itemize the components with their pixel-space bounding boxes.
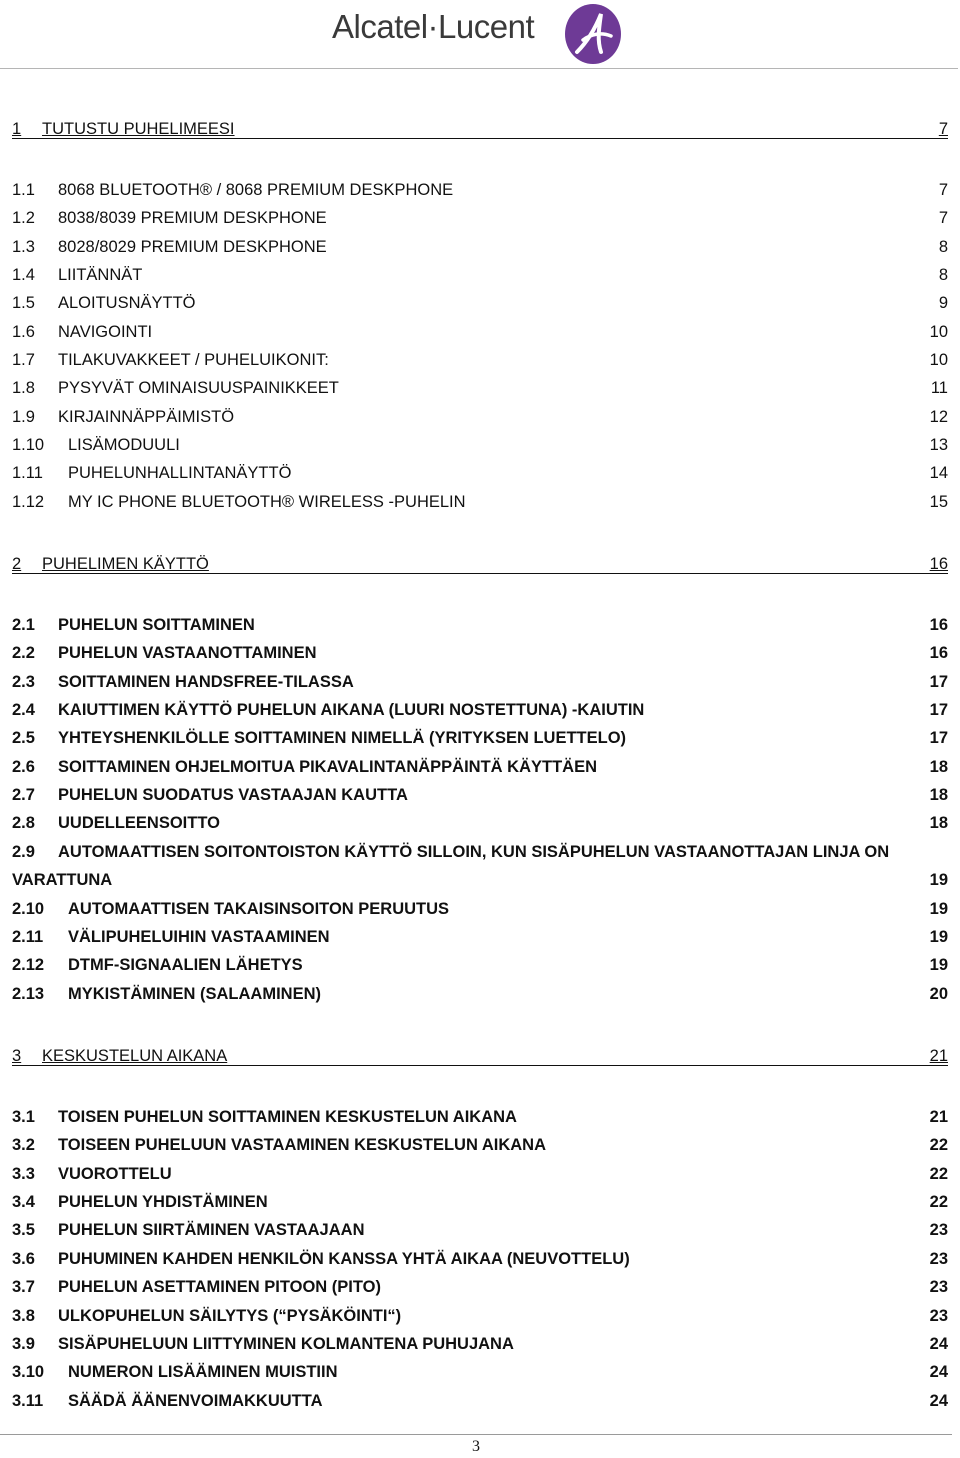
toc-entry[interactable]	[12, 207, 948, 229]
toc-title: PUHELUN SIIRTÄMINEN VASTAAJAAN	[58, 1221, 365, 1239]
toc-title: SISÄPUHELUUN LIITTYMINEN KOLMANTENA PUHUJANA	[58, 1335, 514, 1353]
toc-number: 2.13	[12, 985, 45, 1003]
toc-title: PUHELUNHALLINTANÄYTTÖ	[68, 464, 292, 482]
toc-page: 20	[929, 985, 948, 1003]
toc-number: 2.7	[12, 786, 35, 804]
toc-entry[interactable]	[12, 406, 948, 428]
toc-number: 2.10	[12, 900, 45, 918]
toc-page: 22	[929, 1193, 948, 1211]
toc-title: PUHELIMEN KÄYTTÖ	[42, 555, 209, 573]
toc-title: UUDELLEENSOITTO	[58, 814, 220, 832]
toc-number: 1.4	[12, 266, 35, 284]
toc-number: 1.9	[12, 408, 35, 426]
toc-page: 22	[929, 1165, 948, 1183]
footer-divider	[0, 1434, 952, 1435]
toc-number: 1.3	[12, 238, 35, 256]
toc-page: 7	[938, 209, 948, 227]
toc-title: LISÄMODUULI	[68, 436, 180, 454]
toc-entry-multiline[interactable]	[12, 841, 948, 863]
toc-entry[interactable]	[12, 671, 948, 693]
toc-entry[interactable]	[12, 784, 948, 806]
toc-entry[interactable]	[12, 1333, 948, 1355]
toc-title: 8068 BLUETOOTH® / 8068 PREMIUM DESKPHONE	[58, 181, 454, 199]
toc-number: 3.10	[12, 1363, 45, 1381]
toc-title: TOISEEN PUHELUUN VASTAAMINEN KESKUSTELUN AIKANA	[58, 1136, 546, 1154]
toc-number: 2.8	[12, 814, 35, 832]
toc-entry[interactable]	[12, 1219, 948, 1241]
toc-title: TILAKUVAKKEET / PUHELUIKONIT:	[58, 351, 329, 369]
toc-page: 24	[929, 1363, 948, 1381]
toc-page: 12	[929, 408, 948, 426]
toc-page: 13	[929, 436, 948, 454]
chapter-underline	[12, 138, 948, 139]
toc-title: 8038/8039 PREMIUM DESKPHONE	[58, 209, 327, 227]
toc-number: 1.10	[12, 436, 45, 454]
toc-number: 3.7	[12, 1278, 35, 1296]
toc-number: 3	[12, 1047, 22, 1065]
toc-entry[interactable]	[12, 1248, 948, 1270]
toc-title: DTMF-SIGNAALIEN LÄHETYS	[68, 956, 303, 974]
toc-title: PYSYVÄT OMINAISUUSPAINIKKEET	[58, 379, 339, 397]
toc-number: 3.5	[12, 1221, 35, 1239]
toc-title: ULKOPUHELUN SÄILYTYS (“PYSÄKÖINTI“)	[58, 1307, 402, 1325]
toc-title: SOITTAMINEN OHJELMOITUA PIKAVALINTANÄPPÄINTÄ KÄYTTÄEN	[58, 758, 597, 776]
toc-number: 3.9	[12, 1335, 35, 1353]
toc-number: 2.1	[12, 616, 35, 634]
toc-page: 19	[929, 871, 948, 889]
toc-page: 11	[930, 379, 948, 397]
alcatel-lucent-logo-icon	[561, 2, 625, 66]
toc-title: PUHELUN VASTAANOTTAMINEN	[58, 644, 317, 662]
toc-page: 23	[929, 1307, 948, 1325]
header-divider	[0, 68, 958, 69]
toc-number: 2.9	[12, 843, 35, 861]
toc-chapter-1[interactable]	[12, 118, 948, 140]
toc-page: 7	[938, 181, 948, 199]
toc-number: 1.5	[12, 294, 35, 312]
toc-entry[interactable]	[12, 1305, 948, 1327]
toc-title: NAVIGOINTI	[58, 323, 153, 341]
toc-page: 7	[938, 120, 948, 138]
toc-page: 23	[929, 1250, 948, 1268]
toc-entry[interactable]	[12, 983, 948, 1005]
toc-entry[interactable]	[12, 377, 948, 399]
toc-title: YHTEYSHENKILÖLLE SOITTAMINEN NIMELLÄ (YRITYKSEN LUETTELO)	[58, 729, 627, 747]
toc-page: 24	[929, 1335, 948, 1353]
toc-entry[interactable]	[12, 179, 948, 201]
toc-title: PUHUMINEN KAHDEN HENKILÖN KANSSA YHTÄ AIKAA (NEUVOTTELU)	[58, 1250, 630, 1268]
toc-page: 16	[929, 555, 948, 573]
toc-page: 23	[929, 1278, 948, 1296]
toc-entry[interactable]	[12, 1134, 948, 1156]
toc-number: 2	[12, 555, 22, 573]
toc-number: 1.6	[12, 323, 35, 341]
toc-chapter-3[interactable]	[12, 1045, 948, 1067]
toc-entry[interactable]	[12, 321, 948, 343]
toc-number: 2.2	[12, 644, 35, 662]
page-number: 3	[472, 1438, 480, 1455]
toc-entry[interactable]	[12, 462, 948, 484]
toc-number: 3.3	[12, 1165, 35, 1183]
toc-page: 16	[929, 644, 948, 662]
toc-page: 21	[929, 1047, 948, 1065]
toc-page: 8	[938, 238, 948, 256]
toc-title: KAIUTTIMEN KÄYTTÖ PUHELUN AIKANA (LUURI NOSTETTUNA) -KAIUTIN	[58, 701, 645, 719]
toc-page: 10	[929, 323, 948, 341]
toc-number: 1.7	[12, 351, 35, 369]
toc-title: PUHELUN SUODATUS VASTAAJAN KAUTTA	[58, 786, 408, 804]
toc-number: 3.11	[12, 1392, 44, 1410]
toc-page: 23	[929, 1221, 948, 1239]
toc-number: 2.6	[12, 758, 35, 776]
toc-number: 1.12	[12, 493, 45, 511]
toc-page: 10	[929, 351, 948, 369]
toc-number: 1.1	[12, 181, 35, 199]
toc-page: 8	[938, 266, 948, 284]
toc-entry[interactable]	[12, 434, 948, 456]
toc-title: MYKISTÄMINEN (SALAAMINEN)	[68, 985, 321, 1003]
toc-number: 3.6	[12, 1250, 35, 1268]
toc-title: PUHELUN SOITTAMINEN	[58, 616, 255, 634]
toc-entry[interactable]	[12, 898, 948, 920]
toc-entry[interactable]	[12, 926, 948, 948]
toc-title: KIRJAINNÄPPÄIMISTÖ	[58, 408, 235, 426]
toc-page: 17	[929, 673, 948, 691]
toc-number: 1.8	[12, 379, 35, 397]
toc-page: 17	[929, 701, 948, 719]
toc-title: SOITTAMINEN HANDSFREE-TILASSA	[58, 673, 354, 691]
toc-number: 3.1	[12, 1108, 35, 1126]
toc-number: 3.8	[12, 1307, 35, 1325]
toc-entry[interactable]	[12, 954, 948, 976]
toc-page: 19	[929, 928, 948, 946]
toc-title-continuation: VARATTUNA	[12, 871, 113, 889]
toc-entry[interactable]	[12, 236, 948, 258]
toc-page: 15	[929, 493, 948, 511]
toc-page: 22	[929, 1136, 948, 1154]
toc-page: 24	[929, 1392, 948, 1410]
toc-entry[interactable]	[12, 614, 948, 636]
toc-number: 3.2	[12, 1136, 35, 1154]
toc-entry[interactable]	[12, 812, 948, 834]
toc-title: LIITÄNNÄT	[58, 266, 143, 284]
toc-entry[interactable]	[12, 1361, 948, 1383]
toc-title: PUHELUN ASETTAMINEN PITOON (PITO)	[58, 1278, 381, 1296]
toc-page: 18	[929, 758, 948, 776]
toc-entry-continuation[interactable]	[12, 869, 948, 891]
toc-title: TUTUSTU PUHELIMEESI	[42, 120, 235, 138]
toc-title: AUTOMAATTISEN TAKAISINSOITON PERUUTUS	[68, 900, 450, 918]
toc-number: 2.3	[12, 673, 35, 691]
toc-title: ALOITUSNÄYTTÖ	[58, 294, 196, 312]
toc-page: 16	[929, 616, 948, 634]
toc-entry[interactable]	[12, 642, 948, 664]
toc-title: MY IC PHONE BLUETOOTH® WIRELESS -PUHELIN	[68, 493, 466, 511]
toc-entry[interactable]	[12, 1276, 948, 1298]
chapter-underline	[12, 573, 948, 574]
toc-number: 2.12	[12, 956, 45, 974]
toc-title: VÄLIPUHELUIHIN VASTAAMINEN	[68, 928, 330, 946]
toc-title: PUHELUN YHDISTÄMINEN	[58, 1193, 268, 1211]
toc-entry[interactable]	[12, 491, 948, 513]
toc-entry[interactable]	[12, 349, 948, 371]
toc-title: TOISEN PUHELUN SOITTAMINEN KESKUSTELUN AIKANA	[58, 1108, 517, 1126]
toc-chapter-2[interactable]	[12, 553, 948, 575]
toc-number: 1	[12, 120, 22, 138]
toc-page: 21	[929, 1108, 948, 1126]
toc-title: KESKUSTELUN AIKANA	[42, 1047, 228, 1065]
toc-entry[interactable]	[12, 1106, 948, 1128]
toc-entry[interactable]	[12, 756, 948, 778]
toc-entry[interactable]	[12, 1390, 948, 1412]
toc-title: 8028/8029 PREMIUM DESKPHONE	[58, 238, 327, 256]
toc-page: 18	[929, 786, 948, 804]
toc-number: 2.11	[12, 928, 44, 946]
toc-page: 14	[929, 464, 948, 482]
toc-entry[interactable]	[12, 264, 948, 286]
toc-number: 1.2	[12, 209, 35, 227]
toc-number: 1.11	[12, 464, 43, 482]
toc-title: VUOROTTELU	[58, 1165, 172, 1183]
toc-entry[interactable]	[12, 727, 948, 749]
toc-number: 3.4	[12, 1193, 35, 1211]
chapter-underline	[12, 1065, 948, 1066]
toc-entry[interactable]	[12, 292, 948, 314]
toc-entry[interactable]	[12, 1163, 948, 1185]
brand-name: Alcatel·Lucent	[332, 8, 535, 45]
toc-page: 9	[938, 294, 948, 312]
toc-page: 17	[929, 729, 948, 747]
toc-page: 19	[929, 956, 948, 974]
toc-number: 2.4	[12, 701, 35, 719]
page-header	[0, 0, 960, 70]
toc-entry[interactable]	[12, 1191, 948, 1213]
toc-page: 18	[929, 814, 948, 832]
toc-title: AUTOMAATTISEN SOITONTOISTON KÄYTTÖ SILLOIN, KUN SISÄPUHELUN VASTAANOTTAJAN LINJA ON	[58, 843, 890, 861]
toc-title: NUMERON LISÄÄMINEN MUISTIIN	[68, 1363, 338, 1381]
toc-number: 2.5	[12, 729, 35, 747]
toc-entry[interactable]	[12, 699, 948, 721]
toc-page: 19	[929, 900, 948, 918]
toc-title: SÄÄDÄ ÄÄNENVOIMAKKUUTTA	[68, 1392, 323, 1410]
